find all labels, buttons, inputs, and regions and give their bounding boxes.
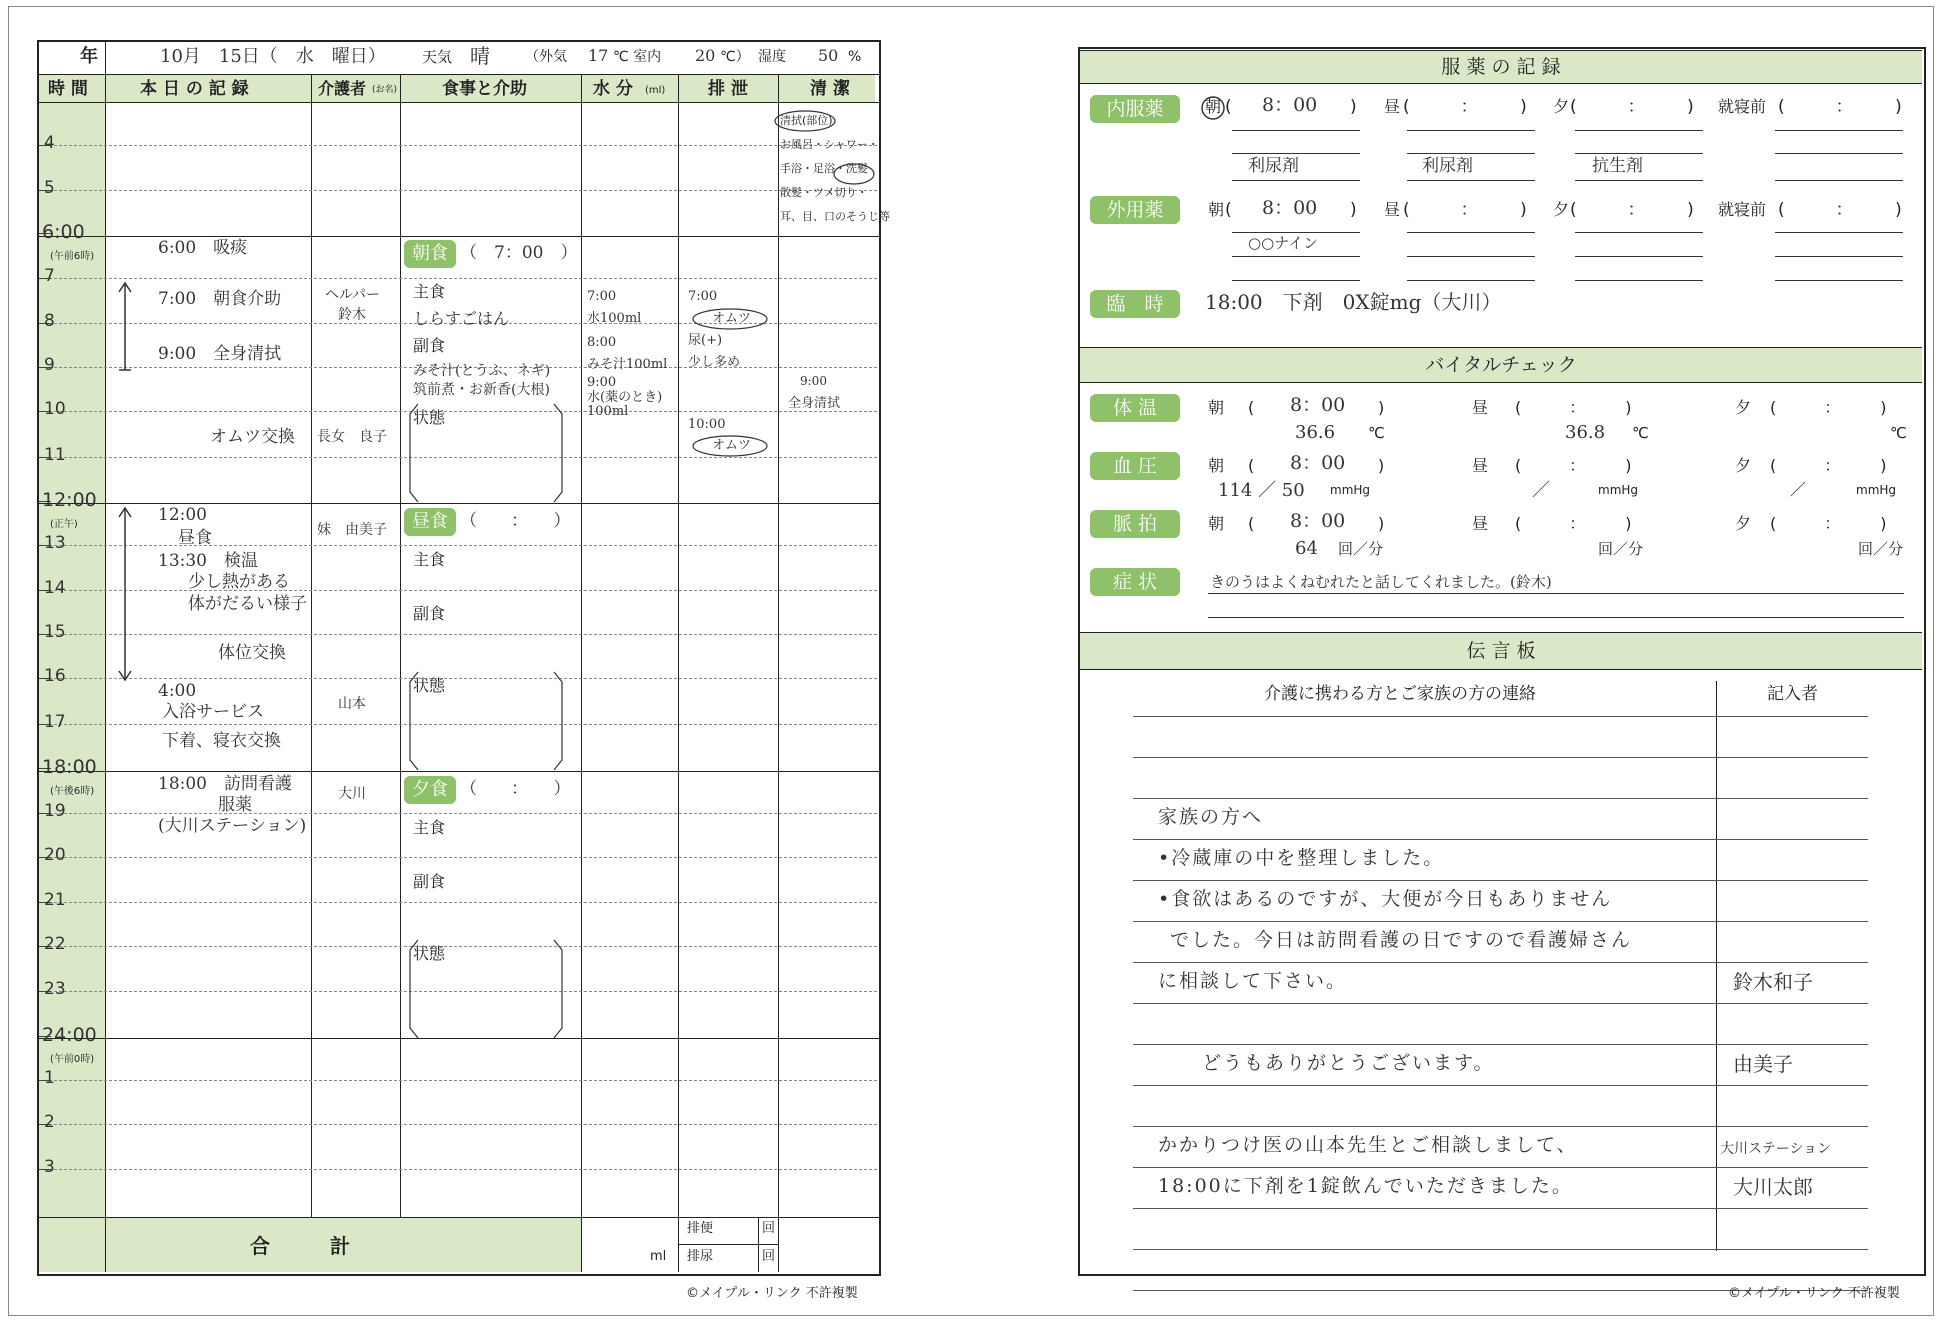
water-entry: 水(薬のとき) — [587, 390, 663, 405]
outside-label: （外気 — [525, 49, 567, 65]
message-line: 家族の方へ — [1158, 806, 1264, 828]
rule — [1775, 232, 1903, 233]
excretion-entry: 10:00 — [688, 417, 726, 432]
time-label: 13 — [44, 533, 66, 553]
meal-badge: 昼食 — [404, 508, 456, 536]
board-line — [1133, 798, 1868, 799]
time-sublabel: (午後6時) — [50, 786, 95, 797]
paren: ) — [1378, 456, 1385, 475]
caregiver-name: ヘルパー — [325, 287, 381, 303]
noon-value: ／ — [1532, 480, 1550, 501]
rule — [1232, 280, 1360, 281]
morning-label: 朝 — [1208, 398, 1225, 417]
copyright-left: ©メイプル・リンク 不許複製 — [686, 1286, 858, 1301]
cleanliness-option: 散髪・ツメ切り・ — [780, 186, 868, 199]
morning-value: 64 — [1295, 538, 1318, 559]
vital-badge: 体 温 — [1090, 394, 1180, 422]
side-dish-label: 副食 — [413, 872, 446, 891]
time-label: 19 — [44, 801, 66, 821]
meal-time: （ 7：00 ） — [460, 243, 578, 263]
record-entry: 18:00 訪問看護 — [158, 774, 292, 794]
date-text: 10月 15日（ 水 曜日） — [160, 46, 386, 67]
internal-badge: 内服薬 — [1090, 95, 1180, 123]
record-entry: オムツ交換 — [210, 427, 295, 447]
rule — [1407, 130, 1535, 131]
external-morning-label: 朝 — [1208, 200, 1225, 219]
time-label: 1 — [44, 1068, 55, 1088]
symptom-badge: 症 状 — [1090, 568, 1180, 596]
main-dish-label: 主食 — [413, 282, 446, 301]
vital-title: バイタルチェック — [1080, 347, 1922, 383]
evening-label: 夕 — [1735, 398, 1752, 417]
vital-badge: 血 圧 — [1090, 452, 1180, 480]
morning-label: 朝 — [1208, 456, 1225, 475]
paren: ( — [1248, 398, 1255, 417]
side-dish-label: 副食 — [413, 336, 446, 355]
paren: ( — [1248, 456, 1255, 475]
cleanliness-option: 清拭(部位) — [780, 114, 833, 127]
time-label: 3 — [44, 1157, 55, 1177]
condition-label: 状態 — [413, 408, 446, 427]
record-entry: 13:30 検温 — [158, 551, 258, 571]
cleanliness-option: 耳、目、口のそうじ等 — [780, 210, 890, 223]
morning-time: 8：00 — [1290, 510, 1346, 532]
time-label: 8 — [44, 311, 55, 331]
evening-unit: 回／分 — [1858, 540, 1904, 558]
message-line: に相談して下さい。 — [1158, 970, 1348, 992]
meal-time: （ ： ） — [460, 511, 571, 531]
paren: ) — [1378, 398, 1385, 417]
board-line — [1133, 921, 1868, 922]
col-cleanliness: 清 潔 — [810, 79, 850, 99]
rule — [1575, 180, 1703, 181]
condition-label: 状態 — [413, 944, 446, 963]
hour-line — [39, 190, 877, 191]
symptom-text: きのうはよくねむれたと話してくれました。(鈴木) — [1210, 573, 1552, 591]
caregiver-name: 妹 由美子 — [317, 522, 387, 538]
record-entry: 少し熱がある — [188, 572, 290, 592]
rule — [1575, 232, 1703, 233]
internal-evening-label: 夕 — [1553, 97, 1570, 116]
morning-label: 朝 — [1208, 514, 1225, 533]
record-entry: 12:00 — [158, 505, 207, 525]
record-entry: 入浴サービス — [162, 702, 264, 722]
message-line: 18:00に下剤を1錠飲んでいただきました。 — [1158, 1175, 1573, 1197]
evening-slash: ／ — [1790, 480, 1807, 499]
stool-times: 回 — [762, 1221, 776, 1236]
evening-unit: ℃ — [1890, 424, 1907, 442]
room-temp: 20 — [695, 46, 716, 65]
paren: ( ： ) — [1770, 456, 1887, 475]
rule — [1575, 153, 1703, 154]
weather-label: 天気 — [422, 48, 453, 66]
morning-circle — [1200, 94, 1228, 122]
water-entry: みそ汁100ml — [587, 357, 668, 372]
total-label: 合 計 — [250, 1234, 350, 1258]
rule — [400, 74, 401, 1217]
vital-badge: 脈 拍 — [1090, 510, 1180, 538]
record-entry: 4:00 — [158, 681, 197, 701]
paren: ( ： ) — [1770, 514, 1887, 533]
board-line — [1133, 757, 1868, 758]
morning-unit: ℃ — [1368, 424, 1385, 442]
rule — [758, 1217, 759, 1272]
record-entry: (大川ステーション) — [158, 816, 307, 836]
paren: ( ： ) — [1515, 456, 1632, 475]
paren: ( ： ) — [1515, 514, 1632, 533]
col-meal: 食事と介助 — [442, 79, 527, 99]
morning-time: 8：00 — [1290, 452, 1346, 474]
main-dish-value: しらすごはん — [413, 309, 510, 328]
percent-sign: % — [848, 49, 862, 65]
time-label: 15 — [44, 622, 66, 642]
external-evening-label: 夕 — [1553, 200, 1570, 219]
board-line — [1133, 716, 1868, 717]
time-label: 22 — [44, 934, 66, 954]
excretion-entry: オムツ — [712, 311, 752, 326]
paren: ( ： ) — [1778, 97, 1902, 117]
col-record: 本 日 の 記 録 — [140, 79, 249, 99]
rule — [37, 102, 879, 103]
time-label: 12:00 — [42, 489, 97, 511]
internal-med-1: 利尿剤 — [1248, 156, 1299, 176]
rule — [105, 40, 106, 74]
morning-value: 36.6 — [1295, 422, 1336, 443]
evening-label: 夕 — [1735, 514, 1752, 533]
external-med-1: ○○ナイン — [1248, 234, 1319, 252]
time-label: 14 — [44, 578, 66, 598]
morning-unit: mmHg — [1330, 483, 1371, 497]
temporary-text: 18:00 下剤 0X錠mg（大川） — [1205, 290, 1502, 314]
record-entry: 9:00 全身清拭 — [158, 344, 282, 364]
water-entry: 9:00 — [587, 375, 617, 390]
paren: ( ： ) — [1403, 97, 1527, 117]
morning-time: 8：00 — [1290, 394, 1346, 416]
hour-line — [39, 902, 877, 903]
total-ml: ml — [650, 1249, 667, 1264]
writer-name: 大川ステーション — [1720, 1141, 1832, 1157]
time-label: 4 — [44, 133, 55, 153]
paren: ( — [1225, 97, 1232, 117]
hour-line — [39, 278, 877, 279]
time-label: 10 — [44, 399, 66, 419]
urine-times: 回 — [762, 1249, 776, 1264]
rule — [105, 74, 106, 1272]
rule — [1775, 153, 1903, 154]
col-caregiver: 介護者 — [318, 79, 367, 98]
internal-morning-time: 8：00 — [1262, 94, 1318, 116]
rule — [1775, 256, 1903, 257]
clean-entry-time: 9:00 — [800, 374, 827, 388]
paren: ( — [1248, 514, 1255, 533]
time-label: 17 — [44, 712, 66, 732]
rule — [1407, 232, 1535, 233]
external-noon-label: 昼 — [1384, 200, 1401, 219]
stool-label: 排便 — [687, 1221, 714, 1236]
rule — [678, 74, 679, 1272]
paren: ) — [1350, 200, 1357, 220]
circle-mark — [690, 433, 770, 459]
excretion-entry: 少し多め — [688, 355, 741, 370]
room-close: ℃） — [720, 49, 750, 65]
rule — [1232, 232, 1360, 233]
noon-label: 昼 — [1472, 514, 1489, 533]
duration-arrows — [115, 280, 135, 685]
caregiver-name: 鈴木 — [338, 307, 366, 323]
meal-time: （ ： ） — [460, 779, 571, 799]
time-label: 18:00 — [42, 756, 97, 778]
message-line: •冷蔵庫の中を整理しました。 — [1158, 847, 1445, 869]
internal-bedtime-label: 就寝前 — [1718, 97, 1767, 116]
rule — [1208, 617, 1904, 618]
year-label: 年 — [80, 46, 98, 67]
room-label: ℃ 室内 — [613, 49, 662, 65]
writer-header: 記入者 — [1767, 684, 1818, 704]
record-entry: 下着、寝衣交換 — [162, 731, 281, 751]
hour-line — [39, 545, 877, 546]
hour-line — [39, 813, 877, 814]
noon-unit: 回／分 — [1598, 540, 1644, 558]
time-label: 5 — [44, 178, 55, 198]
humidity-label: 湿度 — [758, 49, 786, 65]
time-label: 7 — [44, 266, 55, 286]
time-label: 23 — [44, 979, 66, 999]
board-line — [1133, 1085, 1868, 1086]
writer-name: 鈴木和子 — [1733, 970, 1813, 994]
excretion-entry: 7:00 — [688, 289, 718, 304]
col-water-sub: (ml) — [645, 85, 666, 96]
rule — [581, 74, 582, 1272]
rule — [778, 74, 779, 1272]
morning-value: 114 ／ 50 — [1218, 480, 1305, 501]
paren: ( ： ) — [1570, 200, 1694, 220]
col-caregiver-sub: (お名) — [372, 85, 398, 95]
noon-label: 昼 — [1472, 456, 1489, 475]
board-line — [1133, 1003, 1868, 1004]
circle-mark — [690, 306, 770, 332]
rule — [1775, 180, 1903, 181]
paren: ( — [1225, 200, 1232, 220]
rule — [1575, 280, 1703, 281]
message-line: •食欲はあるのですが、大便が今日もありません — [1158, 888, 1613, 910]
board-line — [1133, 880, 1868, 881]
time-sublabel: (午前6時) — [50, 251, 95, 262]
rule — [1775, 130, 1903, 131]
board-line — [1133, 1044, 1868, 1045]
water-entry: 7:00 — [587, 289, 617, 304]
paren: ( ： ) — [1570, 97, 1694, 117]
board-line — [1133, 839, 1868, 840]
time-label: 16 — [44, 666, 66, 686]
rule — [37, 236, 879, 237]
meal-badge: 朝食 — [404, 240, 456, 268]
excretion-entry: 尿(+) — [688, 333, 723, 348]
rule — [1232, 180, 1360, 181]
rule — [1232, 130, 1360, 131]
record-entry: 体位交換 — [218, 643, 286, 663]
morning-unit: 回／分 — [1338, 540, 1384, 558]
meal-badge: 夕食 — [404, 776, 456, 804]
external-bedtime-label: 就寝前 — [1718, 200, 1767, 219]
time-label: 21 — [44, 890, 66, 910]
writer-name: 大川太郎 — [1733, 1175, 1813, 1199]
rule — [1232, 153, 1360, 154]
record-entry: 7:00 朝食介助 — [158, 289, 282, 309]
board-line — [1133, 1249, 1868, 1250]
condition-bracket — [406, 936, 566, 1046]
rule — [1208, 593, 1904, 594]
board-line — [1133, 1167, 1868, 1168]
main-dish-label: 主食 — [413, 818, 446, 837]
water-entry: 水100ml — [587, 311, 642, 326]
board-line — [1133, 1126, 1868, 1127]
paren: ( ： ) — [1770, 398, 1887, 417]
condition-label: 状態 — [413, 676, 446, 695]
rule — [1716, 681, 1717, 1251]
time-label: 2 — [44, 1112, 55, 1132]
hour-line — [39, 857, 877, 858]
time-label: 6:00 — [42, 221, 85, 243]
humidity-value: 50 — [818, 46, 839, 65]
board-header: 介護に携わる方とご家族の方の連絡 — [1264, 684, 1536, 704]
urine-label: 排尿 — [687, 1249, 714, 1264]
clean-entry-text: 全身清拭 — [788, 396, 841, 411]
rule — [1407, 180, 1535, 181]
col-time: 時 間 — [48, 79, 88, 99]
board-line — [1133, 962, 1868, 963]
record-entry: 体がだるい様子 — [188, 594, 307, 614]
hour-line — [39, 634, 877, 635]
internal-med-3: 抗生剤 — [1592, 156, 1643, 176]
rule — [1775, 280, 1903, 281]
cleanliness-option: お風呂・シャワー・ — [780, 138, 879, 151]
external-morning-time: 8：00 — [1262, 197, 1318, 219]
time-label: 11 — [44, 445, 66, 465]
rule — [37, 1217, 879, 1218]
external-badge: 外用薬 — [1090, 196, 1180, 224]
temporary-badge: 臨 時 — [1090, 290, 1180, 318]
excretion-entry: オムツ — [712, 438, 752, 453]
hour-line — [39, 1124, 877, 1125]
caregiver-name: 大川 — [338, 786, 366, 802]
main-dish-label: 主食 — [413, 550, 446, 569]
record-entry: 服薬 — [218, 795, 252, 815]
paren: ( ： ) — [1403, 200, 1527, 220]
paren: ) — [1378, 514, 1385, 533]
side-dish-value: みそ汁(とうふ、ネギ) 筑前煮・お新香(大根) — [413, 363, 551, 398]
internal-morning-label: 朝 — [1205, 97, 1222, 116]
time-label: 24:00 — [42, 1024, 97, 1046]
time-sublabel: (正午) — [50, 519, 78, 530]
water-entry: 100ml — [587, 404, 629, 419]
paren: ( ： ) — [1778, 200, 1902, 220]
side-dish-label: 副食 — [413, 604, 446, 623]
hour-line — [39, 145, 877, 146]
paren: ) — [1350, 97, 1357, 117]
cleanliness-option: 手浴・足浴・洗髪 — [780, 162, 868, 175]
outside-temp: 17 — [588, 46, 609, 65]
message-line: でした。今日は訪問看護の日ですので看護婦さん — [1170, 929, 1633, 951]
hour-line — [39, 590, 877, 591]
internal-med-2: 利尿剤 — [1422, 156, 1473, 176]
rule — [1407, 256, 1535, 257]
water-entry: 8:00 — [587, 335, 617, 350]
rule — [37, 74, 879, 75]
time-label: 9 — [44, 355, 55, 375]
noon-label: 昼 — [1472, 398, 1489, 417]
record-entry: 昼食 — [178, 528, 212, 548]
col-water: 水 分 — [593, 79, 633, 99]
noon-unit: ℃ — [1632, 424, 1649, 442]
caregiver-name: 山本 — [338, 696, 366, 712]
hour-line — [39, 1169, 877, 1170]
rule — [1407, 280, 1535, 281]
rule — [1575, 256, 1703, 257]
hour-line — [39, 1080, 877, 1081]
paren: ( ： ) — [1515, 398, 1632, 417]
weather-value: 晴 — [470, 44, 490, 68]
med-title: 服 薬 の 記 録 — [1080, 50, 1922, 84]
writer-name: 由美子 — [1733, 1052, 1793, 1076]
copyright-right: ©メイプル・リンク 不許複製 — [1728, 1286, 1900, 1301]
time-label: 20 — [44, 845, 66, 865]
condition-bracket — [406, 668, 566, 778]
internal-noon-label: 昼 — [1384, 97, 1401, 116]
evening-label: 夕 — [1735, 456, 1752, 475]
left-sheet-border — [37, 40, 881, 1276]
board-title: 伝 言 板 — [1080, 632, 1922, 670]
time-sublabel: (午前0時) — [50, 1054, 95, 1065]
rule — [1407, 153, 1535, 154]
rule — [1232, 256, 1360, 257]
message-line: どうもありがとうございます。 — [1202, 1052, 1495, 1074]
board-line — [1133, 1208, 1868, 1209]
rule — [1575, 130, 1703, 131]
col-excretion: 排 泄 — [708, 79, 748, 99]
evening-unit: mmHg — [1856, 483, 1897, 497]
noon-value: 36.8 — [1565, 422, 1606, 443]
record-entry: 6:00 吸痰 — [158, 238, 248, 258]
noon-unit: mmHg — [1598, 483, 1639, 497]
circle-marks — [772, 110, 882, 190]
rule — [311, 74, 312, 1217]
rule — [678, 1244, 778, 1245]
message-line: かかりつけ医の山本先生とご相談しまして、 — [1158, 1134, 1578, 1156]
condition-bracket — [406, 400, 566, 510]
caregiver-name: 長女 良子 — [317, 429, 387, 445]
